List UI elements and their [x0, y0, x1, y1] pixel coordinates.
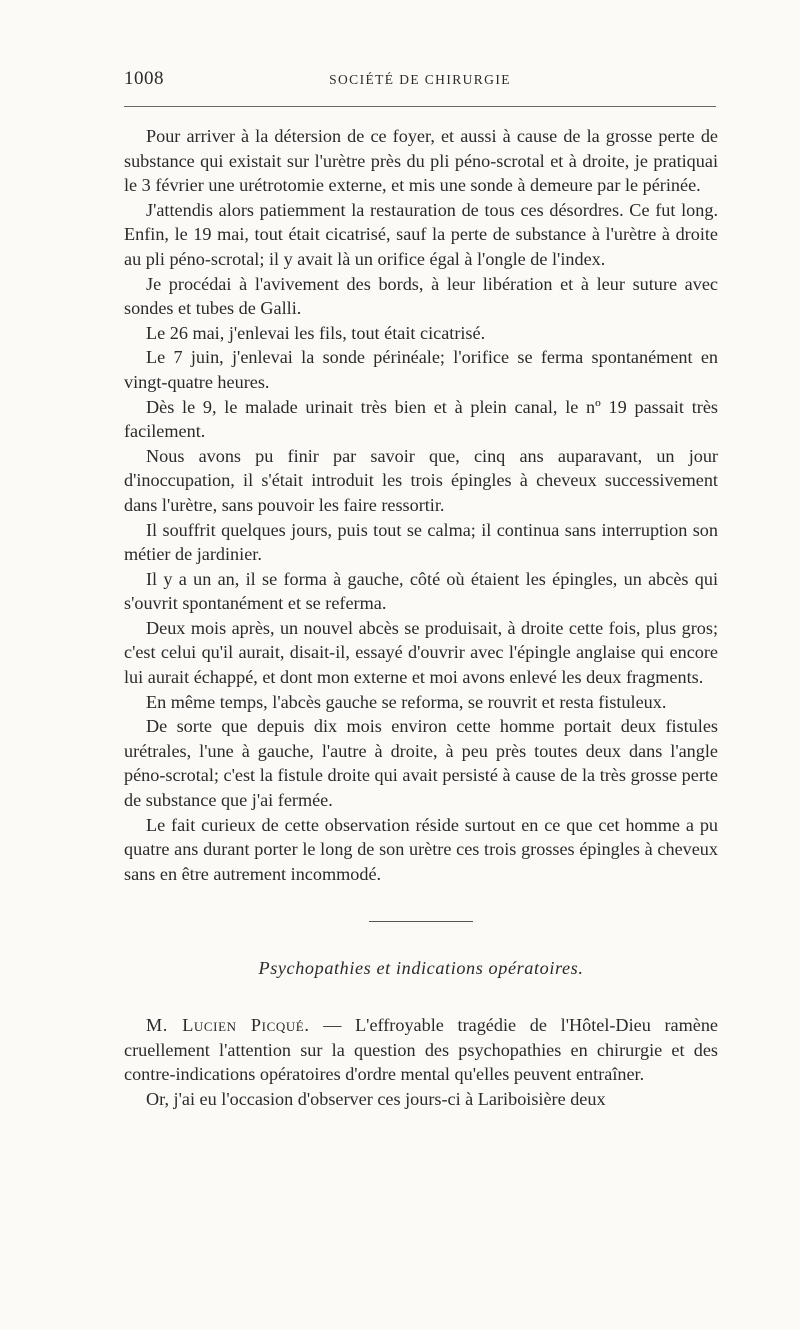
- paragraph: Il souffrit quelques jours, puis tout se calma; il continua sans interruption son métier de jardinier.: [124, 519, 718, 565]
- header-rule: [124, 106, 716, 107]
- paragraph: Le 26 mai, j'enlevai les fils, tout était cicatrisé.: [146, 322, 486, 343]
- body-text: [124, 124, 718, 1111]
- paragraph: De sorte que depuis dix mois environ cette homme portait deux fistules urétrales, l'une à gauche, l'autre à droite, à peu près toutes deux dans l'angle péno-scrotal; c'est la fistule droite qui avait persisté à cause de la très grosse perte de substance que j'ai fermée.: [124, 716, 718, 811]
- paragraph: J'attendis alors patiemment la restauration de tous ces désordres. Ce fut long. Enfin, le 19 mai, tout était cicatrisé, sauf la perte de substance à l'urètre à droite au pli péno-scrotal; il y avait là un orifice égal à l'ongle de l'index.: [124, 199, 718, 269]
- paragraph: En même temps, l'abcès gauche se reforma, se rouvrit et resta fistuleux.: [146, 691, 667, 712]
- speaker-name: M. Lucien Picqué.: [146, 1015, 310, 1035]
- paragraph: Le fait curieux de cette observation réside surtout en ce que cet homme a pu quatre ans durant porter le long de son urètre ces trois grosses épingles à cheveux sans en être autrement incommodé.: [124, 814, 718, 884]
- paragraph: Nous avons pu finir par savoir que, cinq ans auparavant, un jour d'inoccupation, il s'était introduit les trois épingles à cheveux successivement dans l'urètre, sans pouvoir les faire ressortir.: [124, 445, 718, 515]
- paragraph: Dès le 9, le malade urinait très bien et à plein canal, le nº 19 passait très facilement.: [124, 396, 718, 442]
- paragraph: Or, j'ai eu l'occasion d'observer ces jours-ci à Lariboisière deux: [146, 1088, 606, 1109]
- section-divider: [369, 921, 473, 922]
- paragraph: Deux mois après, un nouvel abcès se produisait, à droite cette fois, plus gros; c'est celui qu'il aurait, disait-il, essayé d'ouvrir avec l'épingle anglaise qui encore lui aurait échappé, et dont mon externe et moi avons enlevé les deux fragments.: [124, 617, 718, 688]
- section-title: Psychopathies et indications opératoires.: [258, 958, 584, 979]
- page-header: [124, 68, 716, 98]
- page-number: 1008: [124, 68, 164, 89]
- paragraph: Le 7 juin, j'enlevai la sonde périnéale; l'orifice se ferma spontanément en vingt-quatre heures.: [124, 347, 718, 392]
- paragraph: Je procédai à l'avivement des bords, à leur libération et à leur suture avec sondes et tubes de Galli.: [124, 273, 718, 319]
- paragraph: Il y a un an, il se forma à gauche, côté où étaient les épingles, un abcès qui s'ouvrit spontanément et se referma.: [124, 568, 718, 614]
- running-head: SOCIÉTÉ DE CHIRURGIE: [329, 72, 511, 87]
- paragraph: Pour arriver à la détersion de ce foyer, et aussi à cause de la grosse perte de substance qui existait sur l'urètre près du pli péno-scrotal et à droite, je pratiquai le 3 février une urétrotomie externe, et mis une sonde à demeure par le périnée.: [124, 126, 718, 196]
- paragraph: [124, 1013, 718, 1087]
- paragraph-text: — L'effroyable tragédie de l'Hôtel-Dieu ramène cruellement l'attention sur la question des psychopathies en chirurgie et des contre-indications opératoires d'ordre mental qu'elles peuvent entraîner.: [124, 1015, 718, 1085]
